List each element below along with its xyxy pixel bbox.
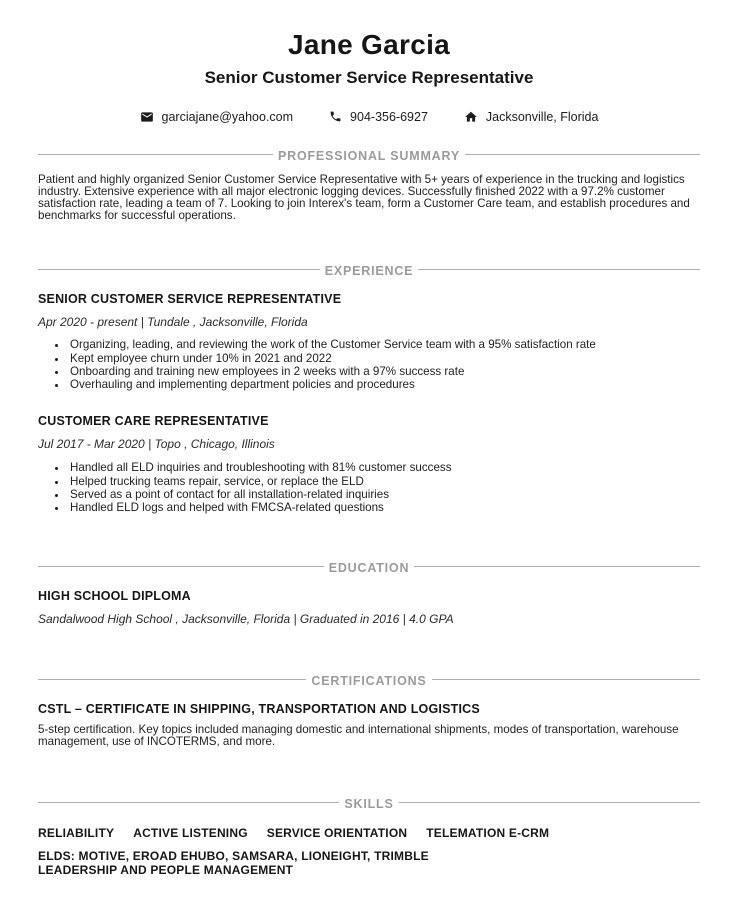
job2-bullet-4: • Handled ELD logs and helped with FMCSA-related questions [68, 502, 700, 515]
phone-icon [329, 110, 342, 123]
section-title-professional-summary: PROFESSIONAL SUMMARY [273, 149, 465, 163]
experience-entry-1 [38, 292, 700, 393]
candidate-job-title: Senior Customer Service Representative [204, 67, 534, 87]
contact-row [38, 110, 700, 124]
section-divider-certifications [38, 672, 700, 689]
education-meta: Sandalwood High School , Jacksonville, Florida | Graduated in 2016 | 4.0 GPA [38, 612, 454, 627]
section-divider-summary [38, 147, 700, 161]
email-icon [140, 110, 154, 124]
job1-bullet-4: • Overhauling and implementing department policies and procedures [68, 379, 700, 392]
education-degree: HIGH SCHOOL DIPLOMA [38, 589, 191, 604]
job1-bullet-3: • Onboarding and training new employees in 2 weeks with a 97% success rate [68, 366, 700, 379]
skills-row-1 [38, 826, 700, 840]
section-divider-experience [38, 262, 700, 276]
certification-description: 5-step certification. Key topics included managing domestic and international shipments, modes of transportation, warehouse management, use of INCOTERMS, and more. [38, 723, 679, 749]
section-title-skills: SKILLS [339, 797, 398, 811]
resume-header [38, 30, 700, 124]
candidate-name: Jane Garcia [287, 29, 451, 60]
certification-entry [38, 702, 700, 748]
skill-item: ELDS: MOTIVE, EROAD EHUBO, SAMSARA, LIONEIGHT, TRIMBLE [38, 849, 429, 864]
job1-bullet-1: • Organizing, leading, and reviewing the work of the Customer Service team with a 95% satisfaction rate [68, 339, 700, 352]
contact-phone [329, 110, 428, 124]
education-entry [38, 589, 700, 627]
job2-bullet-3: • Served as a point of contact for all installation-related inquiries [68, 489, 700, 502]
job2-bullet-2: • Helped trucking teams repair, service, or replace the ELD [68, 476, 700, 489]
job-bullets-1 [38, 339, 700, 392]
contact-location [464, 110, 599, 124]
experience-entry-2 [38, 414, 700, 515]
skill-item: TELEMATION E-CRM [426, 826, 550, 841]
certification-title: CSTL – CERTIFICATE IN SHIPPING, TRANSPORTATION AND LOGISTICS [38, 702, 480, 717]
job-meta-2: Jul 2017 - Mar 2020 | Topo , Chicago, Illinois [38, 437, 275, 452]
job-meta-1: Apr 2020 - present | Tundale , Jacksonville, Florida [38, 314, 308, 329]
section-divider-education [38, 559, 700, 576]
skill-item: ACTIVE LISTENING [133, 826, 248, 841]
section-title-certifications: CERTIFICATIONS [306, 674, 431, 688]
skill-item: RELIABILITY [38, 826, 115, 841]
contact-phone-text: 904-356-6927 [350, 109, 428, 124]
skill-item: SERVICE ORIENTATION [266, 826, 408, 841]
contact-location-text: Jacksonville, Florida [485, 109, 599, 124]
job1-bullet-2: • Kept employee churn under 10% in 2021 and 2022 [68, 353, 700, 366]
skill-item: LEADERSHIP AND PEOPLE MANAGEMENT [38, 863, 294, 878]
job2-bullet-1: • Handled all ELD inquiries and troubleshooting with 81% customer success [68, 462, 700, 475]
home-icon [464, 110, 478, 124]
contact-email-text: garciajane@yahoo.com [161, 109, 294, 124]
job-title-2: CUSTOMER CARE REPRESENTATIVE [38, 414, 269, 429]
job-title-1: SENIOR CUSTOMER SERVICE REPRESENTATIVE [38, 291, 342, 306]
skills-row-2 [38, 849, 700, 877]
section-title-education: EDUCATION [324, 561, 415, 575]
summary-paragraph: Patient and highly organized Senior Customer Service Representative with 5+ years of experience in the trucking and logistics industry. Extensive experience with all major electronic logging devices. Successfully finished 2022 with a 97.2% customer satisfaction rate, leading a team of 7. Looking to join Interex's team, form a Customer Care team, and establish procedures and benchmarks for successful operations. [38, 172, 690, 222]
contact-email [140, 110, 294, 124]
section-title-experience: EXPERIENCE [320, 264, 419, 278]
job-bullets-2 [38, 462, 700, 515]
section-divider-skills [38, 795, 700, 812]
